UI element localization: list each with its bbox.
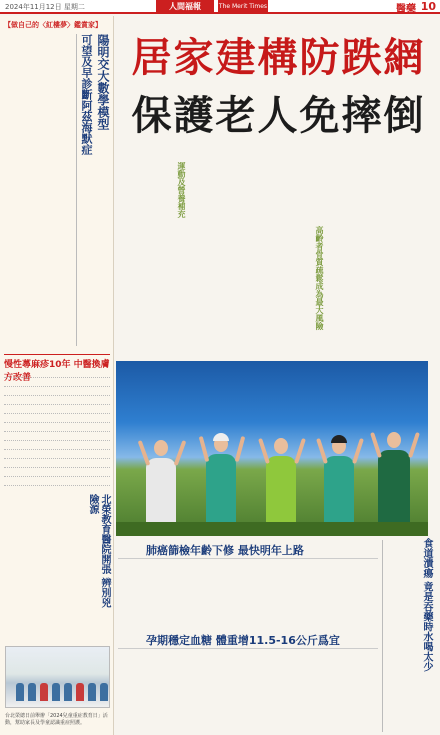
side-head-1: 高齡者骨質疏鬆成為最大風險 (315, 226, 324, 330)
left-title-line-2: 可望及早診斷阿茲海默症 (80, 34, 93, 155)
article-1-title: 肺癌篩檢年齡下修 最快明年上路 (146, 544, 304, 557)
page-number: 10 (420, 0, 436, 13)
body-column-1 (386, 152, 432, 357)
section-name: 醫藥 (396, 4, 416, 15)
photo-caption: 台北榮總日前舉辦「2024兒童重症教育日」活動，幫助家長及學童認識重症照護。 (5, 713, 108, 726)
bottom-divider (382, 540, 383, 732)
main-article-area (116, 16, 440, 735)
headline-line-2: 保護老人免摔倒 (131, 92, 426, 139)
article-2-body (118, 648, 378, 732)
left-sub-headline: 慢性蕁麻疹10年 中醫換膚方改善 (4, 354, 110, 383)
seniors-exercise-photo (116, 361, 428, 536)
left-headline-2: 北榮教育醫院開張 辨別兇險源 (87, 494, 110, 608)
children-photo (5, 646, 110, 708)
body-column-4 (192, 152, 262, 357)
side-head-2: 運動及營養補充 (177, 162, 186, 218)
headline-line-1: 居家建構防跌網 (131, 34, 426, 81)
body-column-5 (120, 152, 174, 357)
hero-headline (126, 22, 431, 146)
issue-date: 2024年11月12日 星期二 (5, 3, 85, 11)
left-sub-article (4, 370, 110, 490)
article-1-body (118, 558, 378, 628)
right-strip-body (386, 696, 432, 732)
left-body-text (4, 34, 74, 346)
left-title-line-1: 陽明交大數學模型 (96, 34, 110, 130)
left-divider (76, 34, 77, 346)
newspaper-logo-english: The Merit Times (218, 0, 268, 13)
page-header (0, 0, 440, 14)
newspaper-logo: 人間福報 (156, 0, 214, 13)
left-column-tag: 【做自己的〈紅樓夢〉鑑賞家】 (4, 21, 102, 29)
body-column-3 (266, 152, 310, 357)
left-article-2-text (4, 494, 86, 640)
body-column-2 (330, 152, 382, 357)
article-2-title: 孕期穩定血糖 體重增11.5-16公斤爲宜 (146, 634, 340, 647)
right-strip-headline: 食道潰瘍 竟是吞藥時水喝太少 (421, 538, 432, 672)
left-column (0, 16, 114, 735)
